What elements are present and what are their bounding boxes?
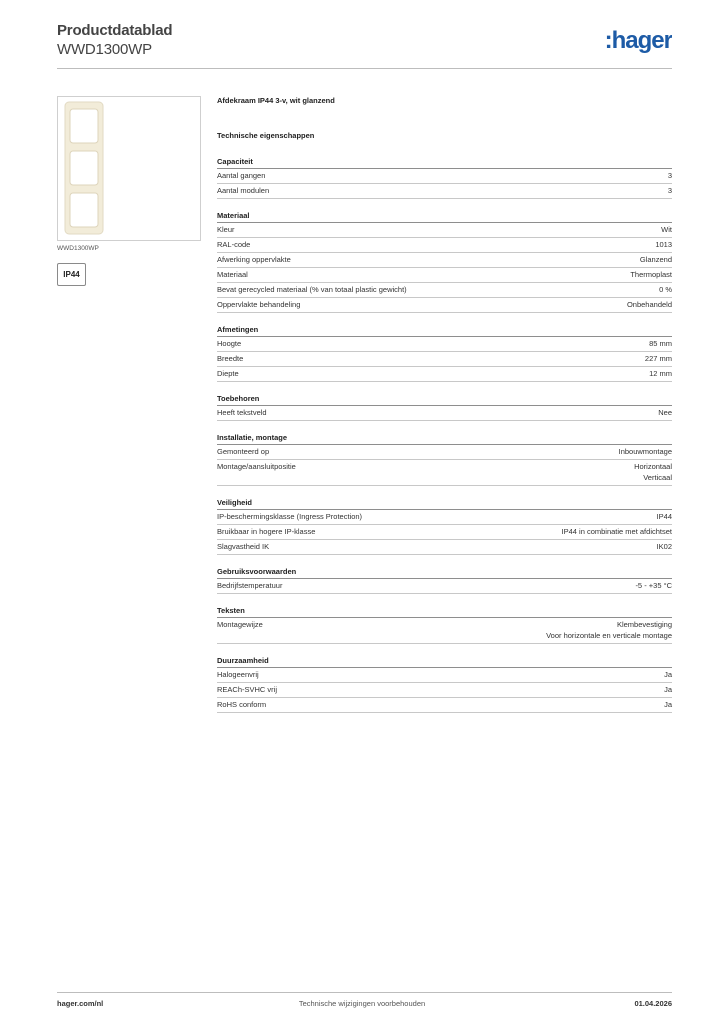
spec-label: Aantal gangen	[217, 171, 266, 180]
spec-value-line: Verticaal	[643, 473, 672, 482]
spec-sections	[217, 156, 672, 713]
spec-section	[217, 156, 672, 199]
spec-row	[217, 268, 672, 283]
spec-section	[217, 210, 672, 313]
spec-label: Heeft tekstveld	[217, 408, 267, 417]
section-title: Teksten	[217, 605, 672, 618]
spec-value-line: Onbehandeld	[626, 300, 672, 309]
spec-label: IP-beschermingsklasse (Ingress Protection)	[217, 512, 363, 521]
spec-value	[658, 407, 672, 418]
spec-value	[619, 446, 672, 457]
spec-value-line: 3	[667, 171, 672, 180]
spec-value	[645, 353, 672, 364]
spec-value-line: 0 %	[659, 285, 672, 294]
spec-label: Breedte	[217, 354, 244, 363]
spec-label: RAL-code	[217, 240, 251, 249]
spec-label: Halogeenvrij	[217, 670, 259, 679]
spec-row	[217, 540, 672, 555]
logo-text: :hager	[604, 27, 672, 54]
spec-row	[217, 445, 672, 460]
spec-row	[217, 510, 672, 525]
section-title: Capaciteit	[217, 156, 672, 169]
spec-row	[217, 298, 672, 313]
spec-value	[664, 669, 672, 680]
spec-row	[217, 283, 672, 298]
spec-value-line: Klembevestiging	[616, 620, 672, 629]
spec-section	[217, 566, 672, 594]
spec-value-line: Thermoplast	[630, 270, 672, 279]
image-caption: WWD1300WP	[57, 245, 99, 252]
spec-value-line: IK02	[656, 542, 672, 551]
spec-label: RoHS conform	[217, 700, 267, 709]
spec-label: Montage/aansluitpositie	[217, 462, 296, 471]
spec-label: Slagvastheid IK	[217, 542, 270, 551]
product-code: WWD1300WP	[57, 41, 152, 58]
spec-row	[217, 253, 672, 268]
spec-value-line: Voor horizontale en verticale montage	[546, 631, 672, 640]
spec-section	[217, 655, 672, 713]
spec-row	[217, 223, 672, 238]
section-title: Installatie, montage	[217, 432, 672, 445]
spec-value-line: 85 mm	[649, 339, 672, 348]
spec-label: Bruikbaar in hogere IP-klasse	[217, 527, 316, 536]
spec-value	[657, 511, 672, 522]
spec-value	[659, 284, 672, 295]
spec-value-line: 1013	[655, 240, 672, 249]
spec-row	[217, 406, 672, 421]
section-title: Afmetingen	[217, 324, 672, 337]
spec-row	[217, 184, 672, 199]
spec-row	[217, 238, 672, 253]
spec-label: Gemonteerd op	[217, 447, 270, 456]
spec-value-line: Horizontaal	[634, 462, 672, 471]
cover-frame-picture	[58, 97, 200, 240]
spec-value	[634, 461, 672, 483]
spec-label: Hoogte	[217, 339, 242, 348]
spec-value	[649, 368, 672, 379]
spec-label: Bedrijfstemperatuur	[217, 581, 283, 590]
spec-value	[657, 541, 672, 552]
section-title: Veiligheid	[217, 497, 672, 510]
footer-website: hager.com/nl	[57, 999, 104, 1008]
spec-row	[217, 460, 672, 486]
product-image	[57, 96, 201, 241]
ip-rating-badge: IP44	[57, 263, 86, 286]
header-divider	[57, 68, 672, 69]
spec-row	[217, 698, 672, 713]
spec-value-line: Ja	[664, 670, 672, 679]
spec-row	[217, 618, 672, 644]
spec-value	[649, 338, 672, 349]
spec-value-line: Inbouwmontage	[618, 447, 672, 456]
spec-value	[664, 699, 672, 710]
spec-value	[668, 170, 672, 181]
spec-value	[655, 239, 672, 250]
spec-value	[546, 619, 672, 641]
section-title: Materiaal	[217, 210, 672, 223]
spec-value-line: 12 mm	[649, 369, 672, 378]
spec-section	[217, 605, 672, 644]
spec-section	[217, 497, 672, 555]
spec-value	[640, 254, 672, 265]
spec-section	[217, 324, 672, 382]
footer-divider	[57, 992, 672, 993]
section-title: Toebehoren	[217, 393, 672, 406]
spec-label: Kleur	[217, 225, 235, 234]
spec-row	[217, 169, 672, 184]
spec-section	[217, 393, 672, 421]
spec-value-line: IP44	[656, 512, 672, 521]
spec-row	[217, 525, 672, 540]
spec-label: Afwerking oppervlakte	[217, 255, 291, 264]
spec-value	[664, 684, 672, 695]
spec-row	[217, 367, 672, 382]
section-title: Duurzaamheid	[217, 655, 672, 668]
footer-date: 01.04.2026	[634, 999, 672, 1008]
spec-value-line: Ja	[664, 685, 672, 694]
spec-value	[635, 580, 672, 591]
spec-value-line: 227 mm	[644, 354, 672, 363]
spec-value-line: Nee	[658, 408, 672, 417]
spec-value-line: -5 - +35 °C	[635, 581, 672, 590]
spec-value-line: Glanzend	[639, 255, 672, 264]
spec-row	[217, 579, 672, 594]
spec-value-line: Wit	[661, 225, 672, 234]
spec-label: Materiaal	[217, 270, 248, 279]
footer-disclaimer: Technische wijzigingen voorbehouden	[298, 999, 426, 1008]
spec-label: Aantal modulen	[217, 186, 270, 195]
spec-row	[217, 337, 672, 352]
spec-value-line: IP44 in combinatie met afdichtset	[561, 527, 672, 536]
hager-logo	[582, 26, 672, 56]
spec-content	[217, 96, 672, 713]
document-title: Productdatablad	[57, 22, 173, 39]
spec-value	[668, 185, 672, 196]
spec-label: Bevat gerecycled materiaal (% van totaal plastic gewicht)	[217, 285, 407, 294]
product-description: Afdekraam IP44 3-v, wit glanzend	[217, 96, 335, 105]
spec-label: Oppervlakte behandeling	[217, 300, 301, 309]
spec-value-line: 3	[667, 186, 672, 195]
spec-label: Diepte	[217, 369, 239, 378]
section-title: Gebruiksvoorwaarden	[217, 566, 672, 579]
spec-value	[630, 269, 672, 280]
spec-value	[661, 224, 672, 235]
spec-label: REACh-SVHC vrij	[217, 685, 278, 694]
spec-row	[217, 352, 672, 367]
spec-section	[217, 432, 672, 486]
spec-row	[217, 668, 672, 683]
spec-label: Montagewijze	[217, 620, 263, 629]
spec-value-line: Ja	[664, 700, 672, 709]
spec-row	[217, 683, 672, 698]
page-header	[57, 22, 672, 70]
spec-value	[562, 526, 672, 537]
spec-value	[627, 299, 672, 310]
specifications-heading: Technische eigenschappen	[217, 131, 315, 140]
